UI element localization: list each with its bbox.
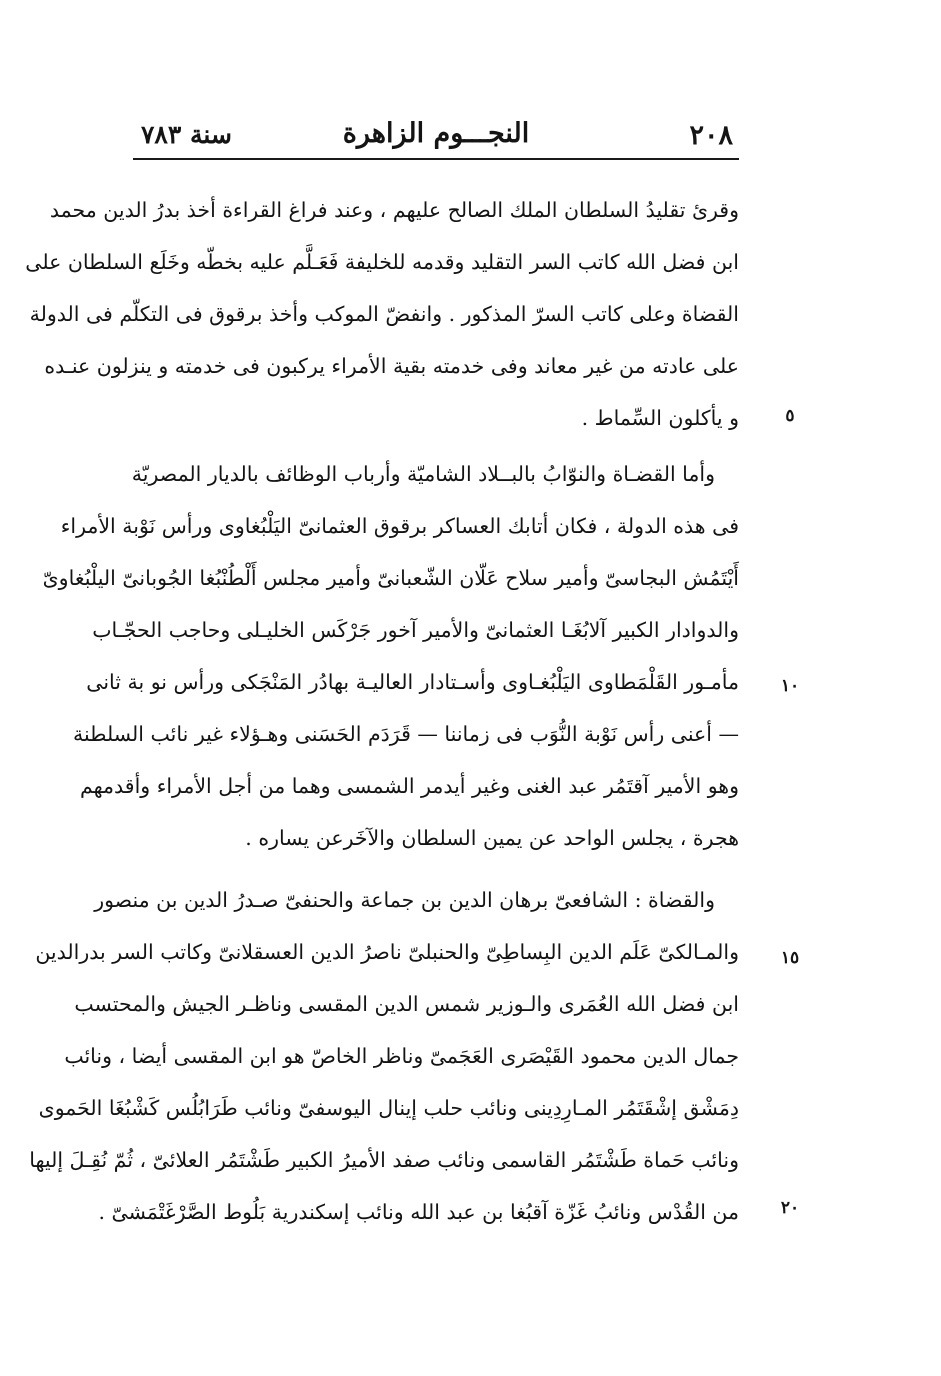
paragraph-1 <box>25 184 739 444</box>
text-line: ابن فضل الله كاتب السر التقليد وقدمه للخليفة فَعَـلَّم عليه بخطّه وخَلَع السلطان على <box>25 250 739 274</box>
text-line: — أعنى رأس نَوْبة النُّوَب فى زماننا — قَرَدَم الحَسَنى وهـؤلاء غير نائب السلطنة <box>72 722 739 746</box>
text-line: ونائب حَماة طَشْتَمُر القاسمى ونائب صفد الأميرُ الكبير طَشْتَمُر العلائىّ ، ثُمّ نُقِـلَ إليها <box>29 1148 739 1172</box>
text-line: من القُدْس ونائبُ غَزّة آقبُغا بن عبد الله ونائب إسكندرية بَلُوط الصَّرْغَتْمَشىّ . <box>98 1200 739 1224</box>
text-line: والمـالكىّ عَلَم الدين البِساطِىّ والحنبلىّ ناصرُ الدين العسقلانىّ وكاتب السر بدرالدين <box>35 940 739 964</box>
line-number-5: ٥ <box>785 406 795 426</box>
year-label: سنة ٧٨٣ <box>141 120 232 149</box>
line-number-20: ٢٠ <box>780 1198 800 1218</box>
text-line: أَيْتَمُش البجاسىّ وأمير سلاح عَلّان الشّعبانىّ وأمير مجلس أَلْطُنْبُغا الجُوبانىّ اليلْبُغاوىّ <box>42 566 739 590</box>
text-line: و يأكلون السِّماط . <box>581 406 739 430</box>
line-number-10: ١٠ <box>780 676 800 696</box>
paragraph-2 <box>42 448 739 864</box>
page-header <box>133 112 739 160</box>
text-line: والدوادار الكبير آلابُغَـا العثمانىّ والأمير آخور جَرْكَس الخليـلى وحاجب الحجّـاب <box>92 618 739 642</box>
text-line: والقضاة : الشافعىّ برهان الدين بن جماعة والحنفىّ صـدرُ الدين بن منصور <box>94 888 715 912</box>
running-title: النجـــوم الزاهرة <box>342 118 530 149</box>
line-number-15: ١٥ <box>780 948 800 968</box>
text-line: هجرة ، يجلس الواحد عن يمين السلطان والآخَرعن يساره . <box>245 826 739 850</box>
text-line: وأما القضـاة والنوّابُ بالبــلاد الشاميّة وأرباب الوظائف بالديار المصريّة <box>131 462 715 486</box>
header-rule <box>133 158 739 160</box>
text-line: فى هذه الدولة ، فكان أتابك العساكر برقوق العثمانىّ اليَلْبُغاوى ورأس نَوْبة الأمراء <box>60 514 739 538</box>
text-line: ابن فضل الله العُمَرى والـوزير شمس الدين المقسى وناظـر الجيش والمحتسب <box>74 992 739 1016</box>
text-line: على عادته من غير معاند وفى خدمته بقية الأمراء يركبون فى خدمته و ينزلون عنـده <box>44 354 739 378</box>
text-line: مأمـور القَلْمَطاوى اليَلْبُغـاوى وأسـتادار العاليـة بهادُر المَنْجَكى ورأس نو بة ثانى <box>86 670 739 694</box>
paragraph-3 <box>29 874 739 1238</box>
text-line: جمال الدين محمود القَيْصَرى العَجَمىّ وناظر الخاصّ هو ابن المقسى أيضا ، ونائب <box>64 1044 739 1068</box>
page-number: ٢٠٨ <box>689 120 733 151</box>
text-line: وقرئ تقليدُ السلطان الملك الصالح عليهم ، وعند فراغ القراءة أخذ بدرُ الدين محمد <box>49 198 739 222</box>
text-line: دِمَشْق إشْقَتَمُر المـارِدِينى ونائب حلب إينال اليوسفىّ ونائب طَرَابُلُس كَشْبُغَا الحَموى <box>38 1096 739 1120</box>
text-line: وهو الأمير آقتَمُر عبد الغنى وغير أيدمر الشمسى وهما من أجل الأمراء وأقدمهم <box>79 774 739 798</box>
text-line: القضاة وعلى كاتب السرّ المذكور . وانفضّ الموكب وأخذ برقوق فى التكلّم فى الدولة <box>29 302 739 326</box>
